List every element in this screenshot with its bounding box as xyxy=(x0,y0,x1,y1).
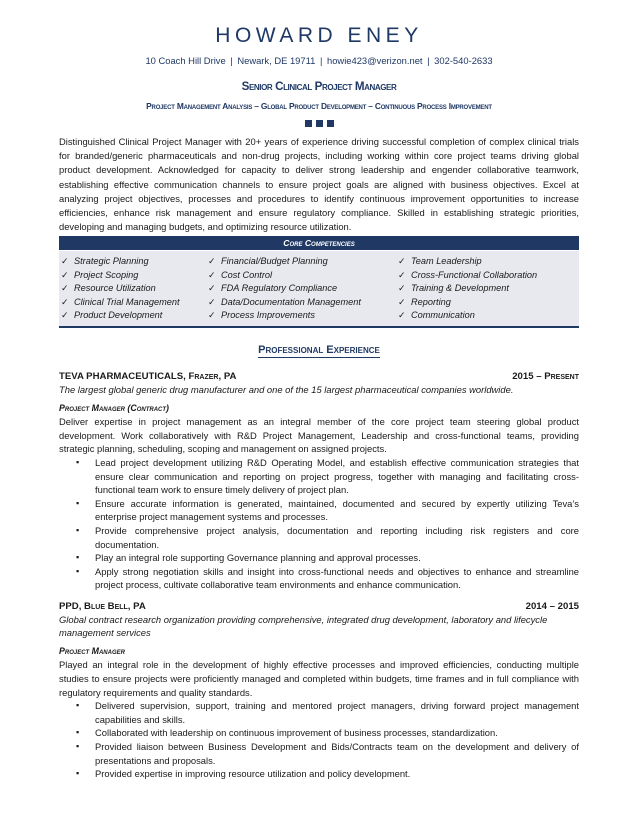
address: 10 Coach Hill Drive xyxy=(145,55,226,66)
competencies-header: Core Competencies xyxy=(59,236,579,250)
separator: | xyxy=(427,55,430,66)
check-icon: ✓ xyxy=(61,283,69,294)
company-description: Global contract research organization providing comprehensive, integrated drug development, laboratory and lifecycle management services xyxy=(59,614,548,639)
square-icon xyxy=(316,120,323,127)
check-icon: ✓ xyxy=(61,310,69,321)
competency-item: ✓ Clinical Trial Management xyxy=(61,296,201,310)
list-item: ▪ Delivered supervision, support, training and mentored project managers, driving forward project management capabilities and skills. xyxy=(95,699,579,726)
competency-item: ✓ Data/Documentation Management xyxy=(208,296,388,310)
list-item: ▪ Provide comprehensive project analysis, documentation and reporting including risk registers and core documentation. xyxy=(95,524,579,551)
competency-item: ✓ Training & Development xyxy=(398,282,578,296)
candidate-name: HOWARD ENEY xyxy=(215,24,423,47)
divider-squares xyxy=(0,120,638,127)
job-role: Project Manager xyxy=(59,646,125,657)
competency-item: ✓ Process Improvements xyxy=(208,309,388,323)
list-item: ▪ Apply strong negotiation skills and insight into cross-functional needs and objectives to enhance and streamline project process, cultivate collaborative team environments and enhance communication. xyxy=(95,565,579,592)
competencies-grid xyxy=(59,251,579,328)
check-icon: ✓ xyxy=(398,269,406,280)
separator: | xyxy=(319,55,323,66)
list-item: ▪ Play an integral role supporting Governance planning and approval processes. xyxy=(95,551,579,565)
competency-item: ✓ Project Scoping xyxy=(61,269,201,283)
check-icon: ✓ xyxy=(208,296,216,307)
check-icon: ✓ xyxy=(61,256,69,266)
email[interactable]: howie423@verizon.net xyxy=(327,55,423,66)
list-item: ▪ Collaborated with leadership on continuous improvement of business processes, standardization. xyxy=(95,726,579,740)
company-description: The largest global generic drug manufacturer and one of the 15 largest pharmaceutical companies worldwide. xyxy=(59,384,514,395)
list-item: ▪ Lead project development utilizing R&D Operating Model, and establish effective communication strategies that ensure clear communication and reporting on project progress, together with managing and facilitating cross-functional team work to ensure timely delivery of project plan. xyxy=(95,456,579,497)
competency-item: ✓ Strategic Planning xyxy=(61,255,201,269)
check-icon: ✓ xyxy=(398,296,406,307)
list-item: ▪ Provided expertise in improving resource utilization and policy development. xyxy=(95,767,579,781)
role-summary: Played an integral role in the development of highly effective processes and improved efficiencies, conducting multiple studies to ensure projects were proficiently managed and completed within budgets, time frames and in full compliance with regulatory requirements and quality standards. xyxy=(59,659,579,698)
job-dates: 2014 – 2015 xyxy=(525,601,579,612)
check-icon: ✓ xyxy=(61,269,69,280)
summary-paragraph: Distinguished Clinical Project Manager with 20+ years of experience driving successful completion of complex clinical trials for branded/generic pharmaceuticals and non-drug projects, including working within core project teams driving global product development. Acknowledged for capacity to deliver strong leadership and engender collaborative teamwork, establishing effective communication channels to ensure project goals are aligned with business objectives. Excel at analyzing project objectives, processes and procedures to identify continuous improvement opportunities to increase efficiencies, enhance risk management and ensure regulatory compliance. Skilled in establishing strategic priorities, developing and managing budgets, and optimizing resource utilization. xyxy=(59,136,579,233)
competency-item: ✓ FDA Regulatory Compliance xyxy=(208,282,388,296)
check-icon: ✓ xyxy=(208,283,216,294)
company-name: TEVA PHARMACEUTICALS, Frazer, PA xyxy=(59,371,237,382)
contact-line xyxy=(0,55,638,66)
role-summary: Deliver expertise in project management as an integral member of the core project team steering global product development. Work collaboratively with R&D Project Management, Leadership and cross-functional teams, providing strategic planning, scheduling, scoping and management on assigned projects. xyxy=(59,416,579,455)
check-icon: ✓ xyxy=(208,269,216,280)
professional-title: Senior Clinical Project Manager xyxy=(241,80,397,93)
achievement-list xyxy=(59,456,579,592)
competency-column xyxy=(208,255,388,323)
check-icon: ✓ xyxy=(208,256,216,266)
competency-item: ✓ Product Development xyxy=(61,309,201,323)
job-dates: 2015 – Present xyxy=(512,371,579,382)
check-icon: ✓ xyxy=(398,256,406,266)
job-role: Project Manager (Contract) xyxy=(59,403,169,414)
achievement-list xyxy=(59,699,579,781)
list-item: ▪ Ensure accurate information is generated, maintained, documented and secured by expertly utilizing Teva’s enterprise project management systems and processes. xyxy=(95,497,579,524)
professional-subtitle: Project Management Analysis – Global Product Development – Continuous Process Improvement xyxy=(146,101,492,111)
phone: 302-540-2633 xyxy=(434,55,493,66)
competency-item: ✓ Financial/Budget Planning xyxy=(208,255,388,269)
separator: | xyxy=(230,55,233,66)
job-entry-teva xyxy=(59,370,579,592)
competency-item: ✓ Team Leadership xyxy=(398,255,578,269)
city: Newark, DE 19711 xyxy=(237,55,316,66)
competency-item: ✓ Reporting xyxy=(398,296,578,310)
job-entry-ppd xyxy=(59,600,579,781)
competency-item: ✓ Communication xyxy=(398,309,578,323)
job-header xyxy=(59,600,579,613)
check-icon: ✓ xyxy=(208,310,216,321)
job-header xyxy=(59,370,579,383)
company-name: PPD, Blue Bell, PA xyxy=(59,601,146,612)
competency-column xyxy=(398,255,578,323)
check-icon: ✓ xyxy=(61,296,69,307)
square-icon xyxy=(305,120,312,127)
check-icon: ✓ xyxy=(398,310,406,321)
competency-item: ✓ Cross-Functional Collaboration xyxy=(398,269,578,283)
competency-item: ✓ Resource Utilization xyxy=(61,282,201,296)
list-item: ▪ Provided liaison between Business Development and Bids/Contracts team on the development and delivery of presentations and proposals. xyxy=(95,740,579,767)
experience-section-title: Professional Experience xyxy=(258,344,380,356)
competency-column xyxy=(61,255,201,323)
check-icon: ✓ xyxy=(398,283,406,294)
square-icon xyxy=(327,120,334,127)
competency-item: ✓ Cost Control xyxy=(208,269,388,283)
